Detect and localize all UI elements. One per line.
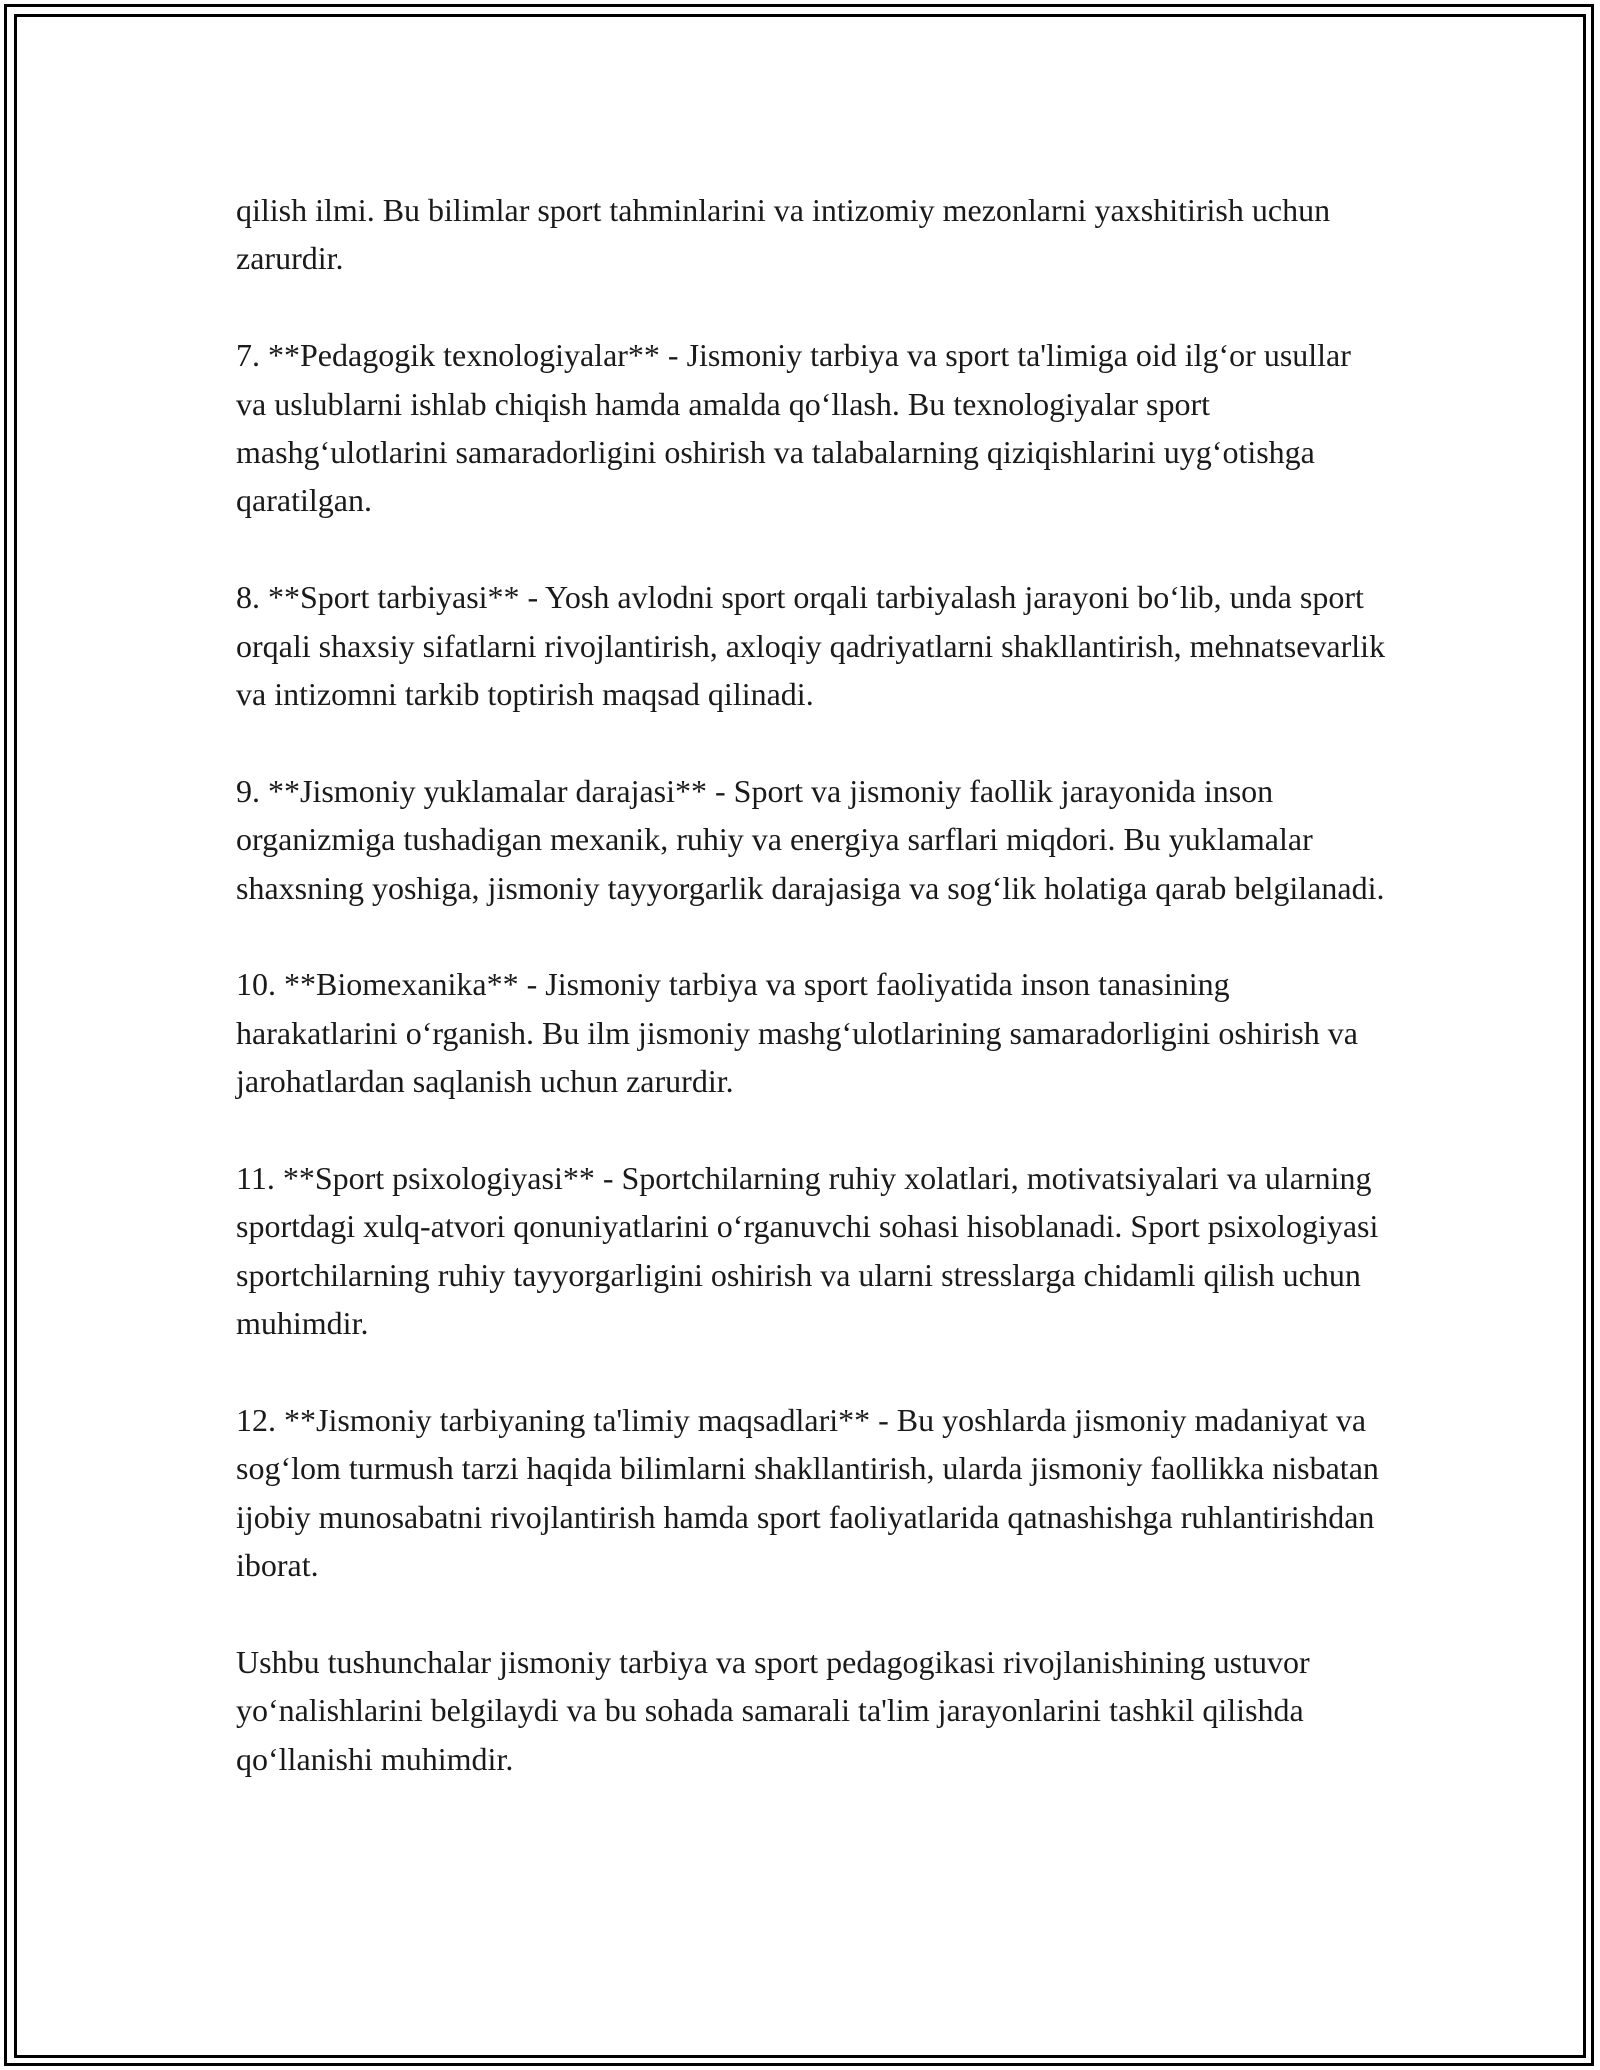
- paragraph-item-9: 9. **Jismoniy yuklamalar darajasi** - Sport va jismoniy faollik jarayonida inson organizmiga tushadigan mexanik, ruhiy va energiya sarflari miqdori. Bu yuklamalar shaxsning yoshiga, jismoniy tayyorgarlik darajasiga va sog‘lik holatiga qarab belgilanadi.: [236, 772, 1385, 906]
- document-body: [236, 186, 1386, 1783]
- paragraph-item-8: 8. **Sport tarbiyasi** - Yosh avlodni sport orqali tarbiyalash jarayoni bo‘lib, unda sport orqali shaxsiy sifatlarni rivojlantirish, axloqiy qadriyatlarni shakllantirish, mehnatsevarlik va intizomni tarkib toptirish maqsad qilinadi.: [236, 579, 1386, 713]
- paragraph-item-7: 7. **Pedagogik texnologiyalar** - Jismoniy tarbiya va sport ta'limiga oid ilg‘or usullar va uslublarni ishlab chiqish hamda amalda qo‘llash. Bu texnologiyalar sport mashg‘ulotlarini samaradorligini oshirish va talabalarning qiziqishlarini uyg‘otishga qaratilgan.: [236, 337, 1351, 519]
- paragraph-item-10: 10. **Biomexanika** - Jismoniy tarbiya va sport faoliyatida inson tanasining harakatlarini o‘rganish. Bu ilm jismoniy mashg‘ulotlarining samaradorligini oshirish va jarohatlardan saqlanish uchun zarurdir.: [236, 966, 1358, 1100]
- paragraph-continuation: qilish ilmi. Bu bilimlar sport tahminlarini va intizomiy mezonlarni yaxshitirish uchun zarurdir.: [236, 192, 1331, 277]
- paragraph-conclusion: Ushbu tushunchalar jismoniy tarbiya va sport pedagogikasi rivojlanishining ustuvor yo‘nalishlarini belgilaydi va bu sohada samarali ta'lim jarayonlarini tashkil qilishda qo‘llanishi muhimdir.: [236, 1644, 1310, 1777]
- paragraph-item-11: 11. **Sport psixologiyasi** - Sportchilarning ruhiy xolatlari, motivatsiyalari va ularning sportdagi xulq-atvori qonuniyatlarini o‘rganuvchi sohasi hisoblanadi. Sport psixologiyasi sportchilarning ruhiy tayyorgarligini oshirish va ularni stresslarga chidamli qilish uchun muhimdir.: [236, 1160, 1379, 1342]
- paragraph-item-12: 12. **Jismoniy tarbiyaning ta'limiy maqsadlari** - Bu yoshlarda jismoniy madaniyat va sog‘lom turmush tarzi haqida bilimlarni shakllantirish, ularda jismoniy faollikka nisbatan ijobiy munosabatni rivojlantirish hamda sport faoliyatlarida qatnashishga ruhlantirishdan iborat.: [236, 1402, 1379, 1584]
